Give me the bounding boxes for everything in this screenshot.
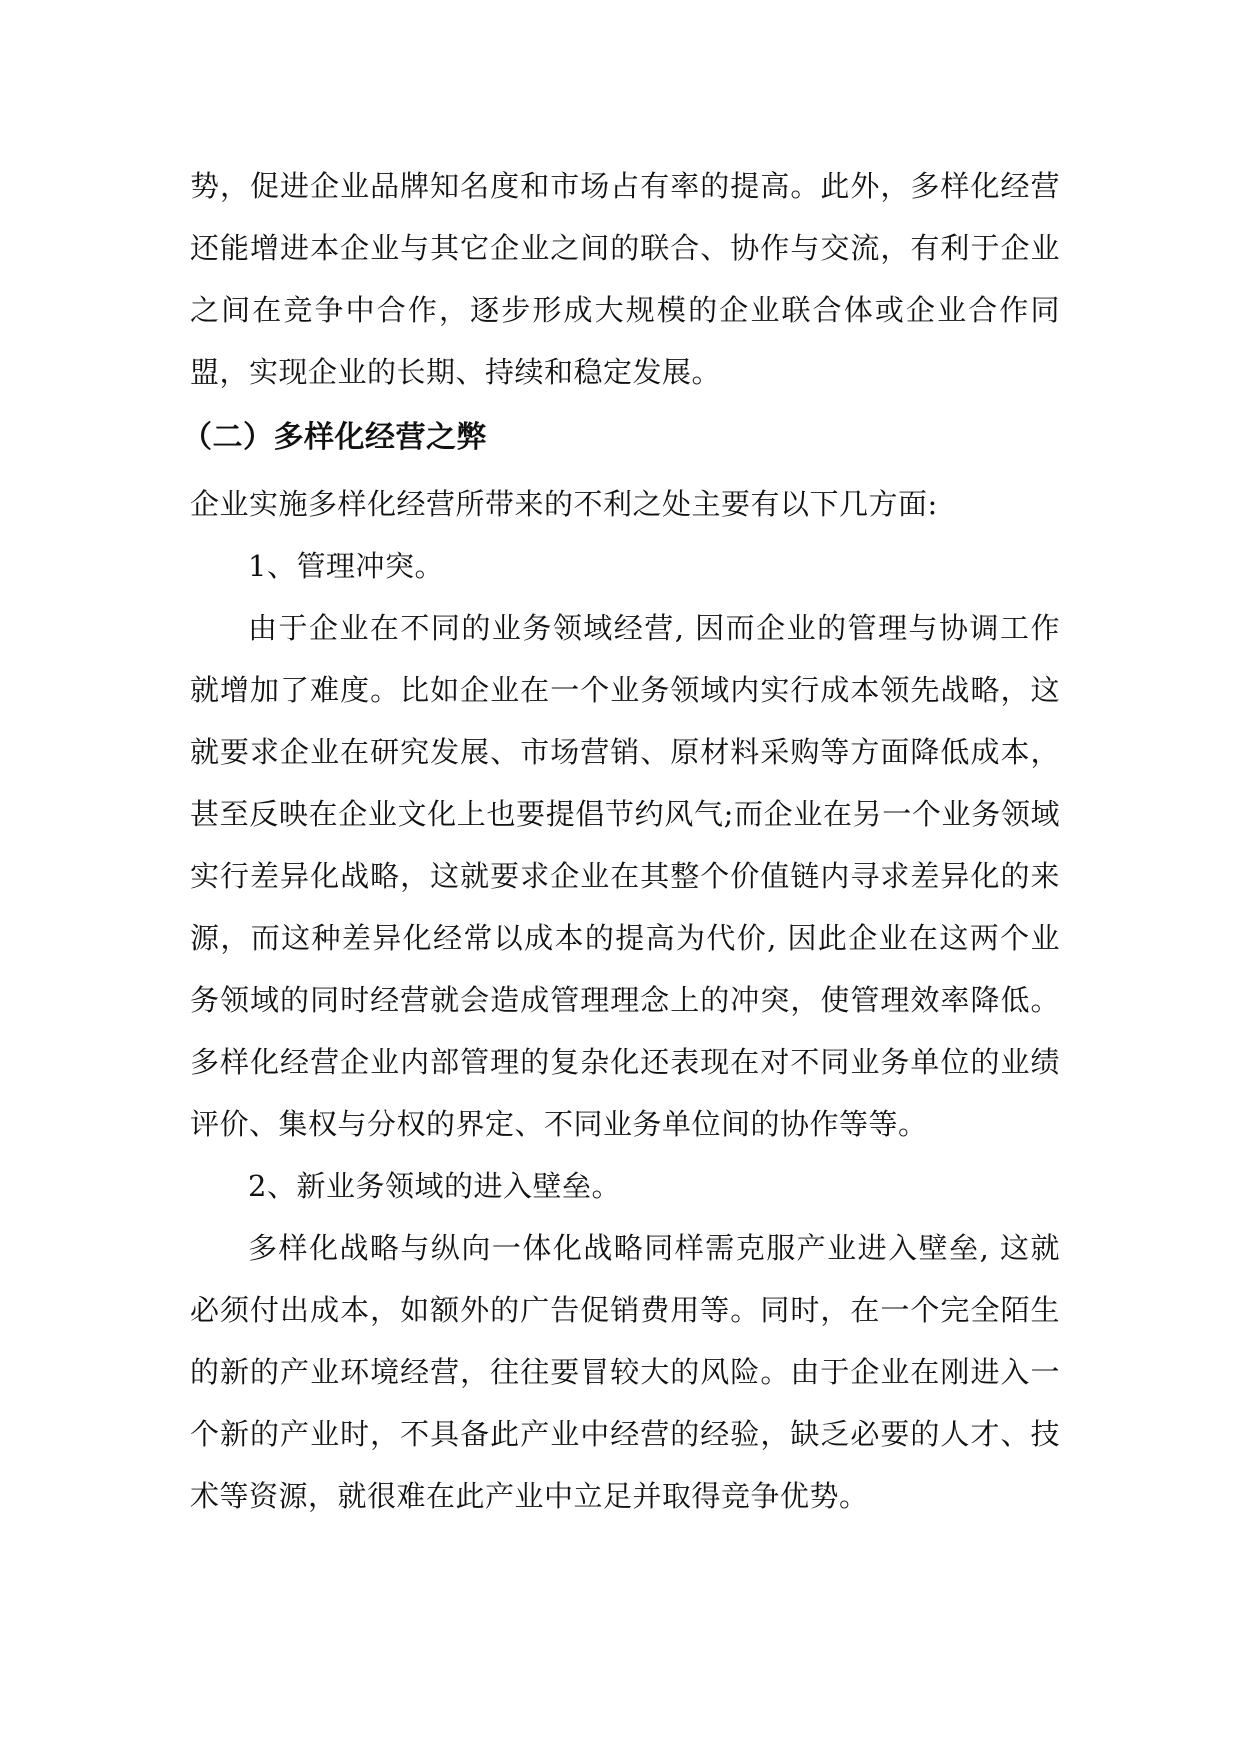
paragraph-lead: 企业实施多样化经营所带来的不利之处主要有以下几方面: bbox=[190, 487, 938, 521]
document-body bbox=[182, 155, 1060, 1527]
item-title-1: 1、管理冲突。 bbox=[248, 549, 444, 583]
item-title-2: 2、新业务领域的进入壁垒。 bbox=[248, 1169, 621, 1203]
item-body-2: 多样化战略与纵向一体化战略同样需克服产业进入壁垒, 这就必须付出成本，如额外的广告促销费用等。同时，在一个完全陌生的新的产业环境经营，往往要冒较大的风险。由于企业在刚进入一个新的产业时，不具备此产业中经营的经验，缺乏必要的人才、技术等资源，就很难在此产业中立足并取得竞争优势。 bbox=[190, 1231, 1060, 1513]
item-body-1: 由于企业在不同的业务领域经营, 因而企业的管理与协调工作就增加了难度。比如企业在一个业务领域内实行成本领先战略，这就要求企业在研究发展、市场营销、原材料采购等方面降低成本，甚至反映在企业文化上也要提倡节约风气;而企业在另一个业务领域实行差异化战略，这就要求企业在其整个价值链内寻求差异化的来源，而这种差异化经常以成本的提高为代价, 因此企业在这两个业务领域的同时经营就会造成管理理念上的冲突，使管理效率降低。多样化经营企业内部管理的复杂化还表现在对不同业务单位的业绩评价、集权与分权的界定、不同业务单位间的协作等等。 bbox=[190, 611, 1060, 1141]
section-heading: （二）多样化经营之弊 bbox=[182, 420, 487, 455]
paragraph-continued: 势，促进企业品牌知名度和市场占有率的提高。此外，多样化经营还能增进本企业与其它企业之间的联合、协作与交流，有利于企业之间在竞争中合作，逐步形成大规模的企业联合体或企业合作同盟，实现企业的长期、持续和稳定发展。 bbox=[190, 169, 1060, 389]
